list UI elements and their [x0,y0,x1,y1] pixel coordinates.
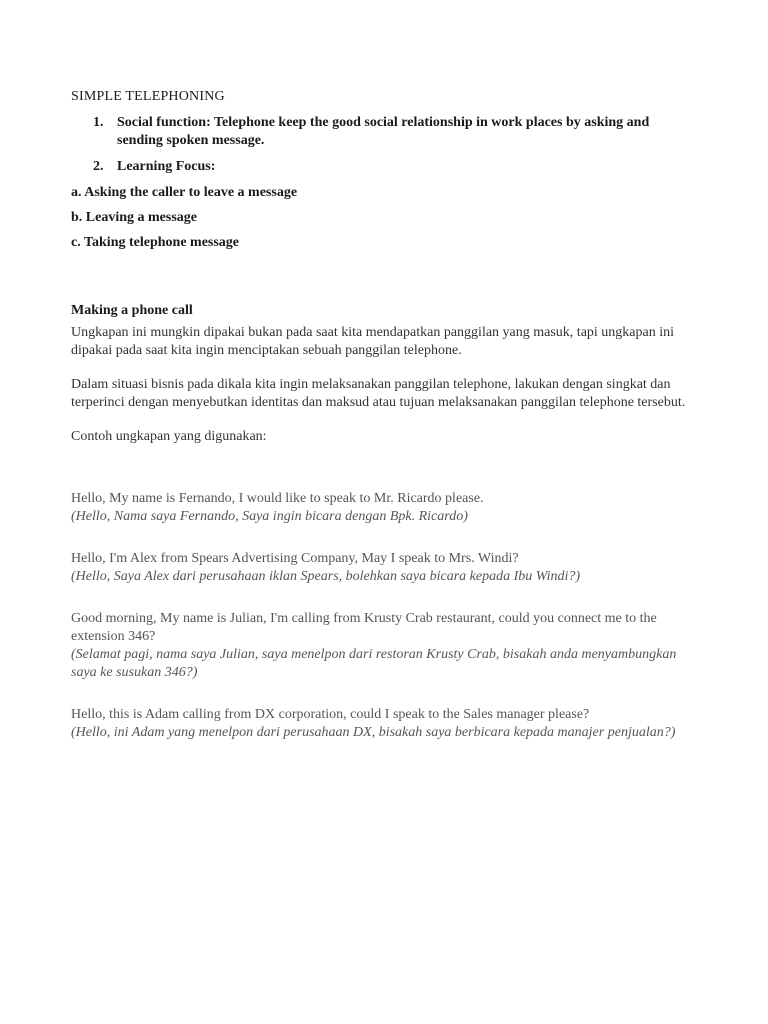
paragraph-intro: Ungkapan ini mungkin dipakai bukan pada saat kita mendapatkan panggilan yang masuk, tapi ungkapan ini dipakai pada saat kita ingin menciptakan sebuah panggilan telephone. [71,325,675,358]
paragraph-examples-lead: Contoh ungkapan yang digunakan: [71,429,267,444]
section-heading: Making a phone call [71,303,193,318]
focus-item-b: b. Leaving a message [71,210,197,225]
item-text: Learning Focus: [117,159,216,174]
examples-list [71,490,701,742]
item-text: Social function: Telephone keep the good social relationship in work places by asking and sending spoken message. [117,115,650,148]
numbered-list [71,114,701,176]
example-english: Hello, My name is Fernando, I would like to speak to Mr. Ricardo please. [71,491,484,506]
example-indonesian: (Selamat pagi, nama saya Julian, saya menelpon dari restoran Krusty Crab, bisakah anda menyambungkan saya ke susukan 346?) [71,647,677,680]
example-item [71,550,701,586]
example-english: Good morning, My name is Julian, I'm calling from Krusty Crab restaurant, could you connect me to the extension 346? [71,611,657,644]
focus-item-a: a. Asking the caller to leave a message [71,185,298,200]
document-page [71,88,701,766]
example-indonesian: (Hello, Nama saya Fernando, Saya ingin bicara dengan Bpk. Ricardo) [71,509,468,524]
numbered-item-social-function [71,114,701,150]
example-indonesian: (Hello, ini Adam yang menelpon dari perusahaan DX, bisakah saya berbicara kepada manajer penjualan?) [71,725,676,740]
item-number: 1. [93,115,104,130]
paragraph-business: Dalam situasi bisnis pada dikala kita ingin melaksanakan panggilan telephone, lakukan dengan singkat dan terperinci dengan menyebutkan identitas dan maksud atau tujuan melaksanakan panggilan telephone tersebut. [71,377,686,410]
focus-item-c: c. Taking telephone message [71,235,240,250]
numbered-item-learning-focus [71,158,701,176]
document-title: SIMPLE TELEPHONING [71,89,225,104]
example-english: Hello, I'm Alex from Spears Advertising Company, May I speak to Mrs. Windi? [71,551,519,566]
example-item [71,706,701,742]
example-english: Hello, this is Adam calling from DX corporation, could I speak to the Sales manager please? [71,707,590,722]
example-item [71,490,701,526]
example-item [71,610,701,682]
example-indonesian: (Hello, Saya Alex dari perusahaan iklan Spears, bolehkan saya bicara kepada Ibu Windi?) [71,569,581,584]
item-number: 2. [93,159,104,174]
